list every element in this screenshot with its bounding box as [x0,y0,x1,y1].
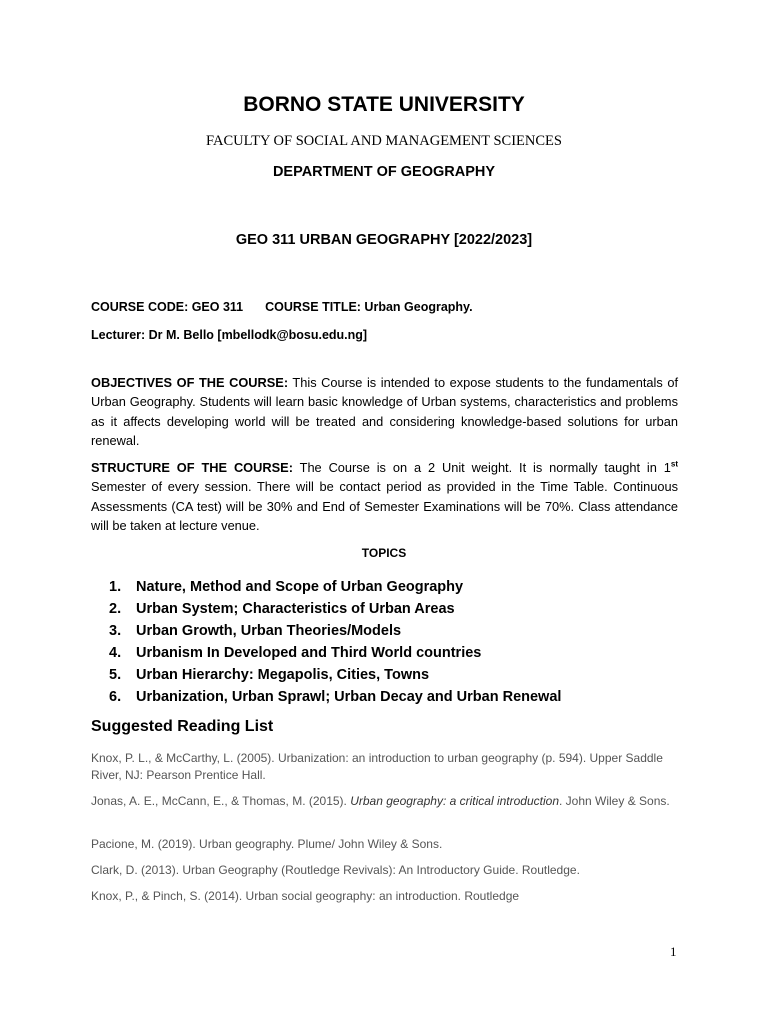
reference-item: Knox, P., & Pinch, S. (2014). Urban social geography: an introduction. Routledge [91,889,520,903]
reference-authors: Jonas, A. E., McCann, E., & Thomas, M. (2015). [91,794,351,808]
course-code: COURSE CODE: GEO 311 [91,300,244,314]
topic-item [109,686,561,708]
topic-number: 6. [109,689,122,705]
topic-text: Urbanization, Urban Sprawl; Urban Decay and Urban Renewal [136,689,562,705]
topic-text: Nature, Method and Scope of Urban Geography [136,579,464,595]
topic-text: Urban System; Characteristics of Urban Areas [136,601,455,617]
faculty-title: FACULTY OF SOCIAL AND MANAGEMENT SCIENCES [206,133,562,149]
course-code-line [91,300,473,314]
objectives-text: This Course is intended to expose students to the fundamentals of Urban Geography. Students will learn basic knowledge of Urban systems, characteristics and problems as it affects developing world will be treated and considering knowledge-based solutions for urban renewal. [91,375,678,448]
reference-title-italic: Urban geography: a critical introduction [350,794,559,808]
topic-number: 1. [109,579,122,595]
topic-item [109,620,561,642]
structure-text-b: Semester of every session. There will be contact period as provided in the Time Table. Continuous Assessments (CA test) will be 30% and End of Semester Examinations will be 70%. Class attendance will be taken at lecture venue. [91,479,678,533]
topic-item [109,664,561,686]
structure-text-a: The Course is on a 2 Unit weight. It is normally taught in 1 [292,460,671,475]
topic-item [109,642,561,664]
structure-paragraph [91,458,678,535]
department-title: DEPARTMENT OF GEOGRAPHY [272,164,496,180]
topic-number: 5. [109,667,122,683]
objectives-paragraph [91,373,678,450]
reference-item: Pacione, M. (2019). Urban geography. Plume/ John Wiley & Sons. [91,837,443,851]
topic-number: 4. [109,645,122,661]
topic-item [109,598,561,620]
reference-item: Knox, P. L., & McCarthy, L. (2005). Urbanization: an introduction to urban geography (p. 594). Upper Saddle River, NJ: Pearson Prentice Hall. [91,751,663,782]
topic-item [109,576,561,598]
course-title: COURSE TITLE: Urban Geography. [265,300,473,314]
university-title: BORNO STATE UNIVERSITY [243,93,525,116]
topic-text: Urban Hierarchy: Megapolis, Cities, Towns [136,667,430,683]
topics-heading: TOPICS [361,546,407,560]
page-number: 1 [670,944,677,959]
topic-text: Urbanism In Developed and Third World countries [136,645,482,661]
topic-text: Urban Growth, Urban Theories/Models [136,623,402,639]
structure-sup: st [670,459,678,469]
objectives-label: OBJECTIVES OF THE COURSE: [91,375,289,390]
lecturer-line: Lecturer: Dr M. Bello [mbellodk@bosu.edu.ng] [91,328,368,342]
reference-item [91,793,671,810]
course-heading: GEO 311 URBAN GEOGRAPHY [2022/2023] [235,232,533,248]
reading-list-heading: Suggested Reading List [91,718,274,735]
topic-list [109,576,561,708]
topic-number: 3. [109,623,122,639]
topic-number: 2. [109,601,122,617]
structure-label: STRUCTURE OF THE COURSE: [91,460,293,475]
reference-publisher: . John Wiley & Sons. [559,794,670,808]
reference-item: Clark, D. (2013). Urban Geography (Routledge Revivals): An Introductory Guide. Routledge. [91,863,580,877]
